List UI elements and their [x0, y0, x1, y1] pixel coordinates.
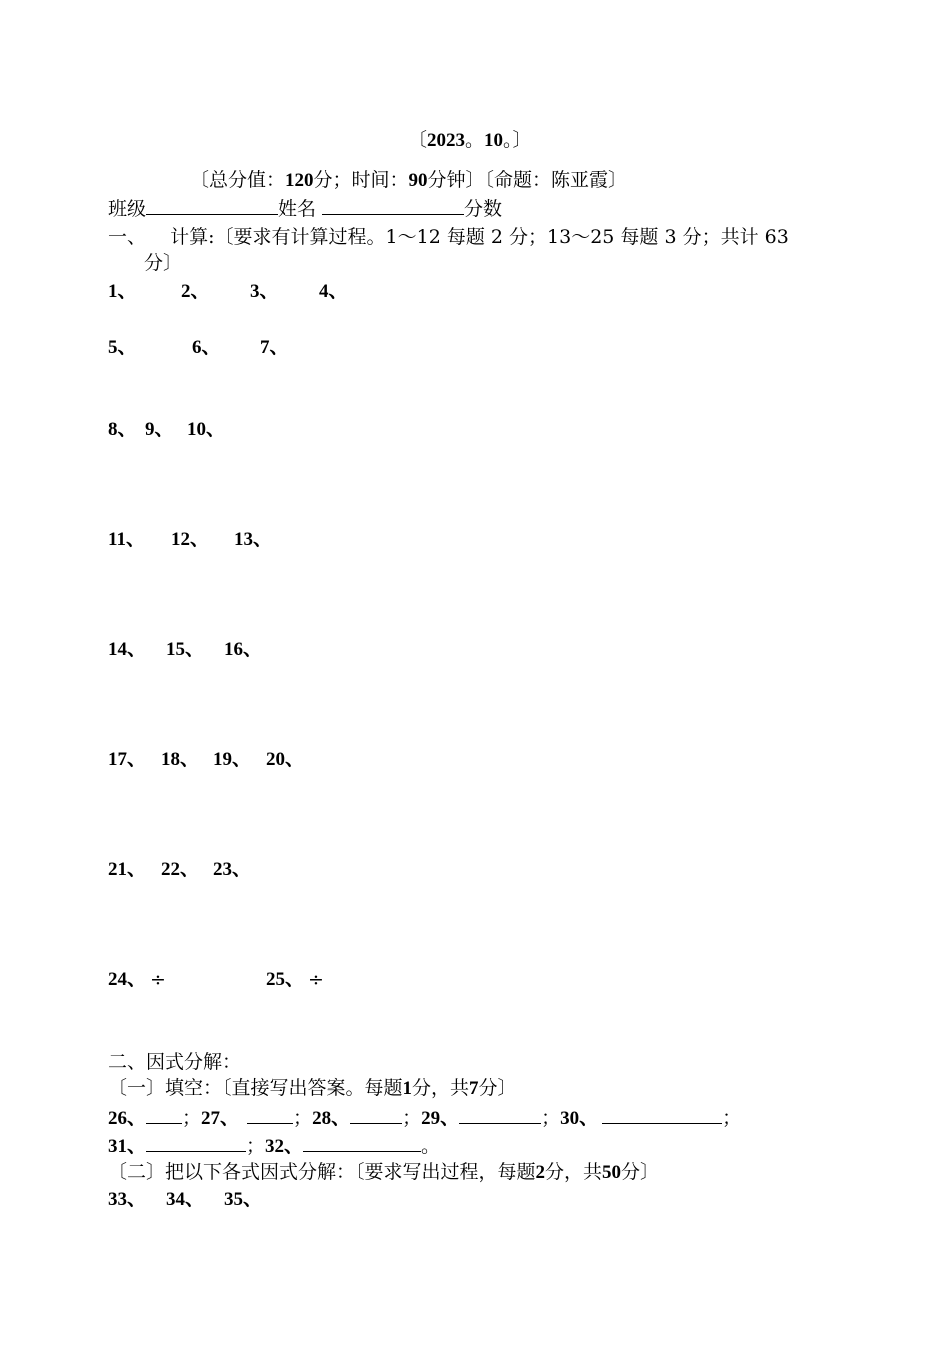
- answer-blank-29[interactable]: [459, 1105, 541, 1124]
- problem-label: 11、: [108, 529, 145, 550]
- problem-label: 20、: [266, 749, 305, 770]
- answer-blank-31[interactable]: [146, 1133, 246, 1152]
- problem-label: 13、: [234, 529, 273, 550]
- problem-label: 3、: [250, 281, 279, 302]
- part2-heading: 〔二〕把以下各式因式分解：〔要求写出过程，每题2分，共50分〕: [108, 1161, 660, 1183]
- part1-heading: 〔一〕填空：〔直接写出答案。每题1分，共7分〕: [108, 1077, 517, 1099]
- problem-label: 6、: [192, 337, 221, 358]
- problem-label: 4、: [319, 281, 348, 302]
- problem-label: 19、: [213, 749, 252, 770]
- problem-label: 23、: [213, 859, 252, 880]
- problem-label: 2、: [181, 281, 210, 302]
- answer-blank-28[interactable]: [350, 1105, 402, 1124]
- name-field[interactable]: [322, 196, 464, 215]
- answer-blank-27[interactable]: [247, 1105, 293, 1124]
- problem-label: 21、: [108, 859, 147, 880]
- problem-label: 33、: [108, 1189, 147, 1210]
- answer-blank-32[interactable]: [303, 1133, 421, 1152]
- exam-info-line: 〔总分值：120分；时间：90分钟〕〔命题：陈亚霞〕: [190, 169, 628, 191]
- problem-label: 17、: [108, 749, 147, 770]
- problem-label: 14、: [108, 639, 147, 660]
- problem-label: 9、: [145, 419, 174, 440]
- problem-label: 12、: [171, 529, 210, 550]
- section1-heading-cont: 分〕: [144, 252, 183, 274]
- problem-label: 8、: [108, 419, 137, 440]
- problem-label: 35、: [224, 1189, 263, 1210]
- fill-row-2: 31、 ；32、 。: [108, 1135, 441, 1157]
- problem-label: 7、: [260, 337, 289, 358]
- problem-label: 1、: [108, 281, 137, 302]
- fill-row-1: 26、 ；27、 ；28、 ；29、 ；30、 ；: [108, 1107, 742, 1129]
- problem-label: 24、: [108, 969, 147, 990]
- divide-symbol: ÷: [308, 969, 324, 991]
- answer-blank-26[interactable]: [146, 1105, 182, 1124]
- problem-label: 5、: [108, 337, 137, 358]
- class-field[interactable]: [146, 196, 278, 215]
- name-label: 姓名: [278, 198, 317, 220]
- problem-label: 34、: [166, 1189, 205, 1210]
- date-line: 〔2023。10。〕: [408, 129, 532, 151]
- section1-heading: 一、 计算:〔要求有计算过程。1～12 每题 2 分；13～25 每题 3 分；共计 63: [108, 226, 789, 248]
- problem-label: 22、: [161, 859, 200, 880]
- score-label: 分数: [464, 198, 503, 220]
- problem-label: 15、: [166, 639, 205, 660]
- problem-label: 18、: [161, 749, 200, 770]
- class-label: 班级: [108, 198, 147, 220]
- section2-heading: 二、因式分解：: [108, 1051, 242, 1073]
- problem-label: 10、: [187, 419, 226, 440]
- problem-label: 16、: [224, 639, 263, 660]
- answer-blank-30[interactable]: [602, 1105, 722, 1124]
- divide-symbol: ÷: [150, 969, 166, 991]
- student-info-line: [108, 196, 502, 221]
- problem-label: 25、: [266, 969, 305, 990]
